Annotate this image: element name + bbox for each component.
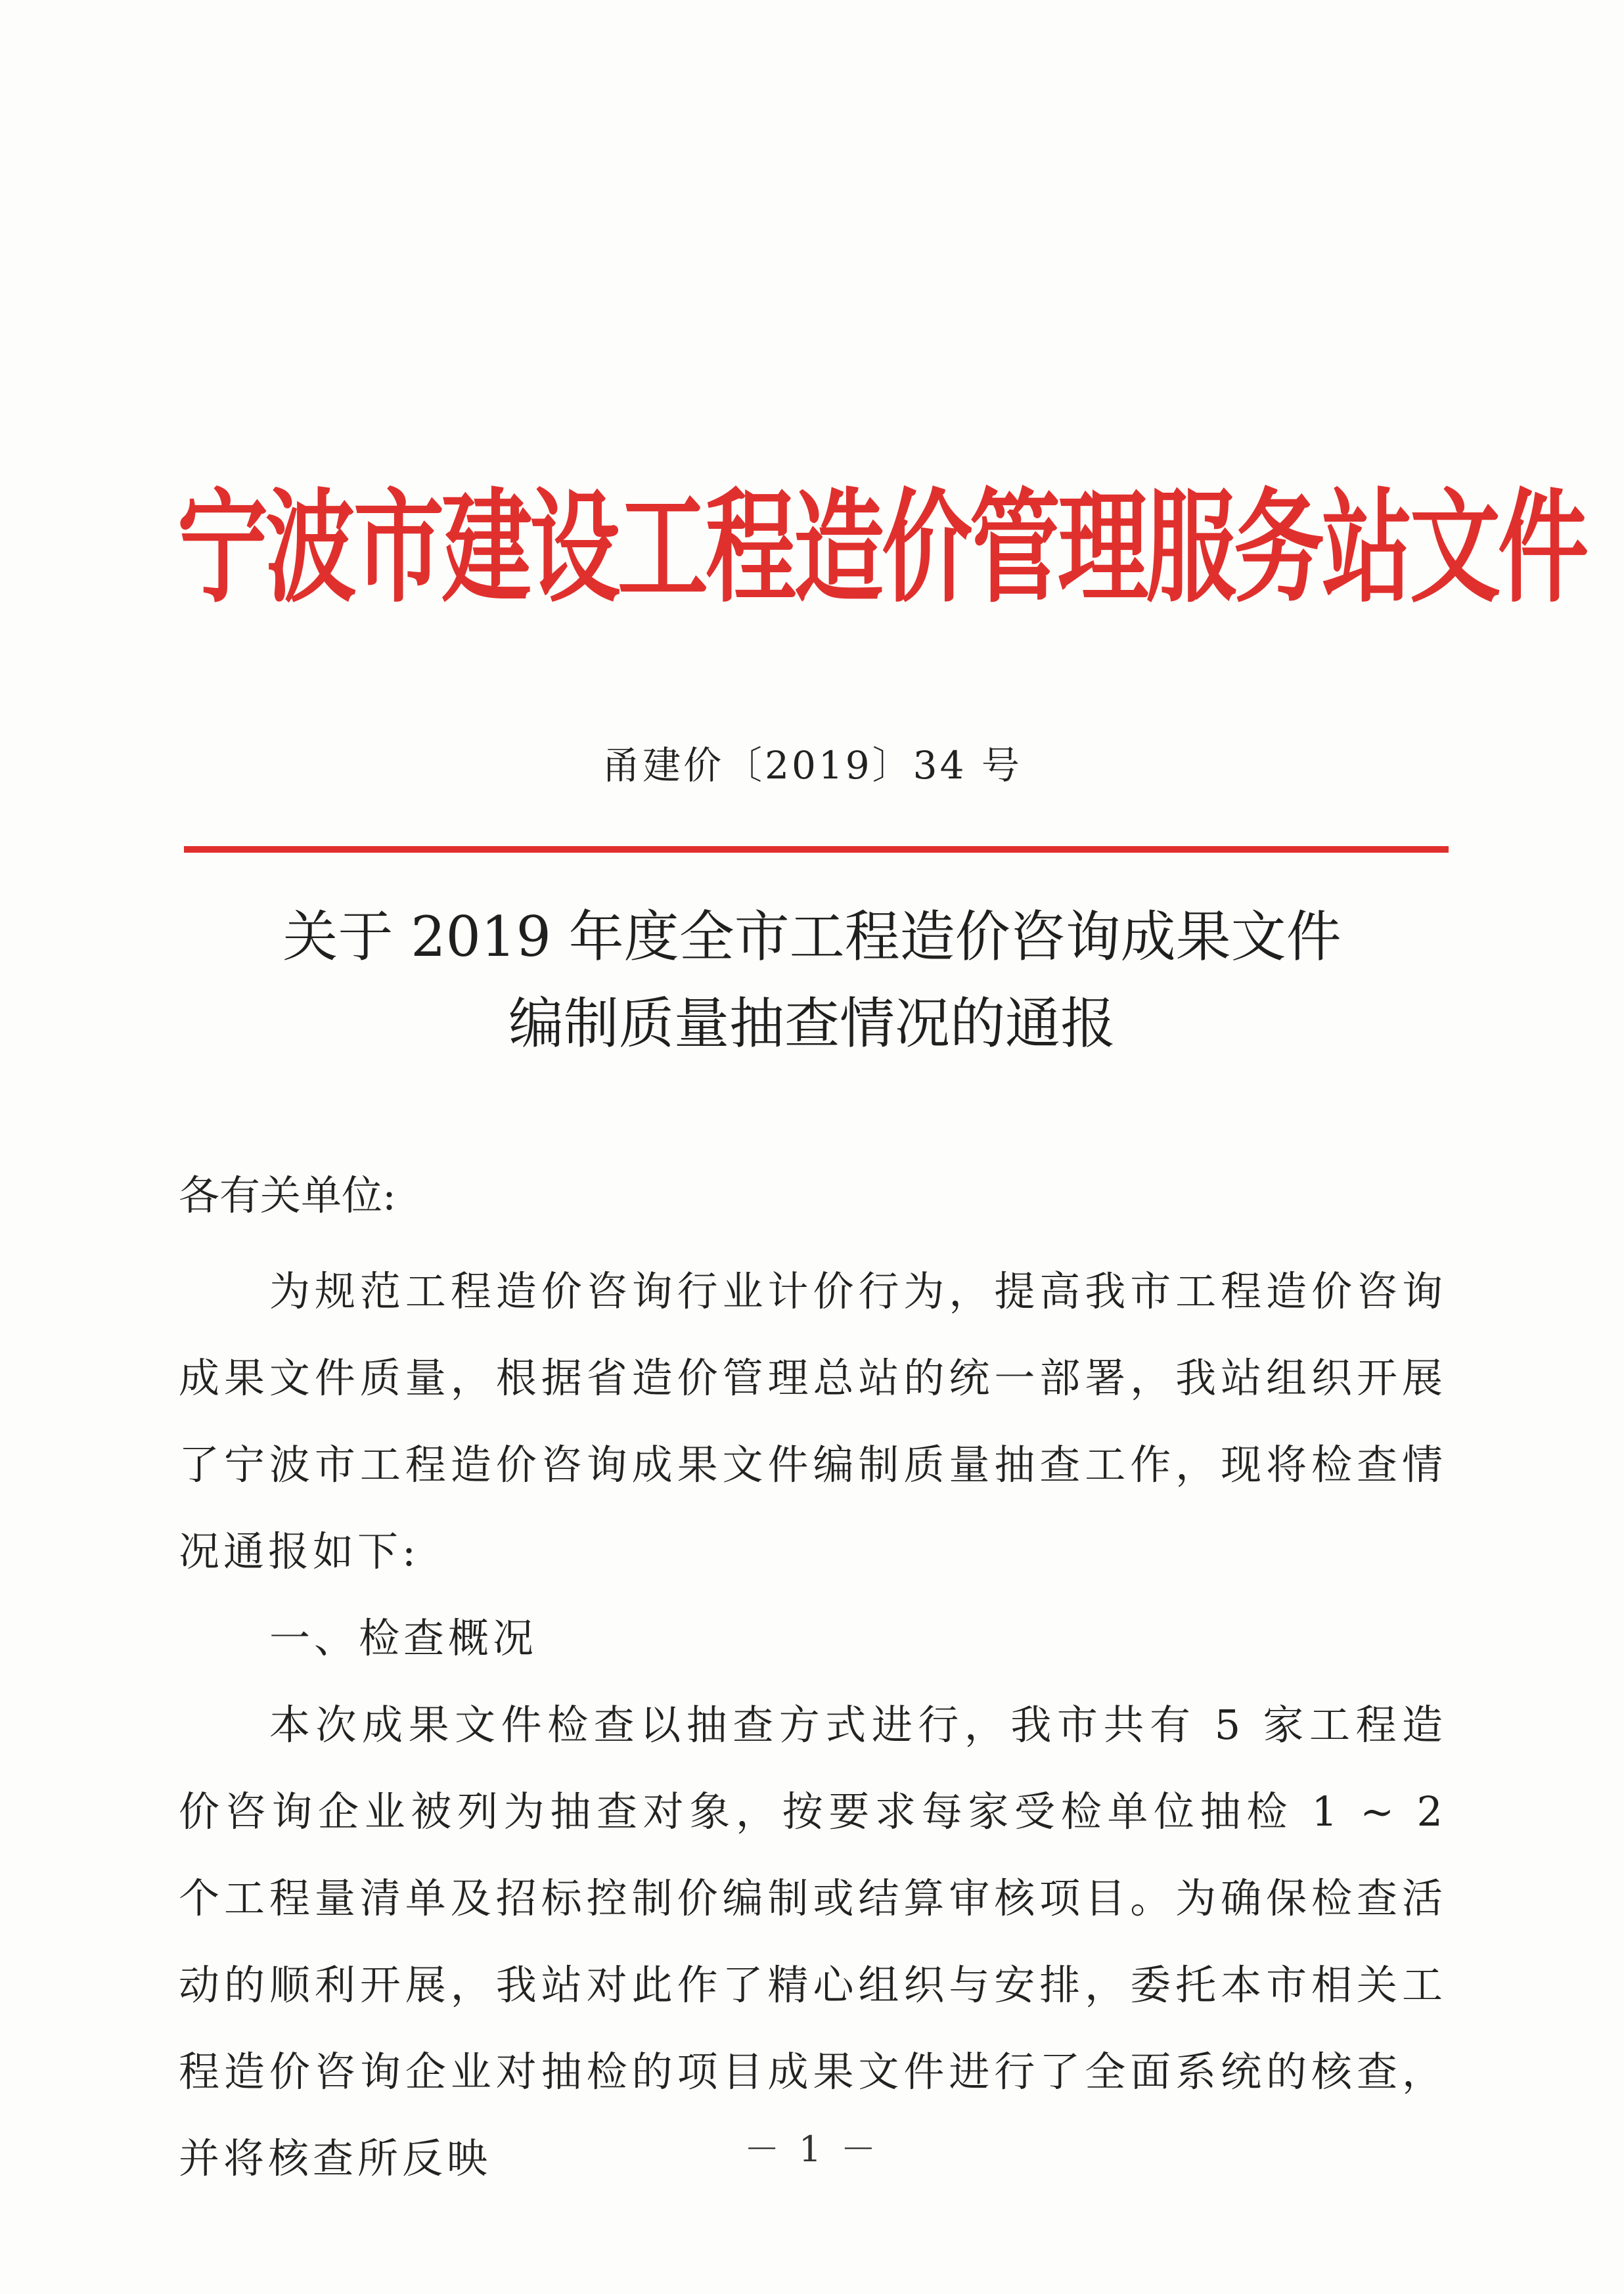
page-number: － 1 － — [744, 2128, 880, 2170]
paragraph-overview: 本次成果文件检查以抽查方式进行，我市共有 5 家工程造价咨询企业被列为抽查对象，按要求每家受检单位抽检 1 ~ 2 个工程量清单及招标控制价编制或结算审核项目。为确保检查活动的顺利开展，我站对此作了精心组织与安排，委托本市相关工程造价咨询企业对抽检的项目成果文件进行了全面系统的核查，并将核查所反映 — [179, 1701, 1447, 2182]
notice-title — [0, 893, 1624, 1067]
issuer-red-header: 宁波市建设工程造价管理服务站文件 — [177, 476, 1587, 619]
salutation: 各有关单位: — [179, 1171, 396, 1219]
document-number: 甬建价〔2019〕34 号 — [602, 743, 1022, 788]
section-heading-overview: 一、检查概况 — [269, 1614, 538, 1662]
notice-title-line-2: 编制质量抽查情况的通报 — [508, 991, 1116, 1056]
body-text — [179, 1248, 1447, 2202]
paragraph-intro: 为规范工程造价咨询行业计价行为，提高我市工程造价咨询成果文件质量，根据省造价管理总站的统一部署，我站组织开展了宁波市工程造价咨询成果文件编制质量抽查工作，现将检查情况通报如下: — [179, 1267, 1447, 1575]
notice-title-line-1: 关于 2019 年度全市工程造价咨询成果文件 — [282, 905, 1342, 969]
red-divider-line — [184, 846, 1449, 853]
